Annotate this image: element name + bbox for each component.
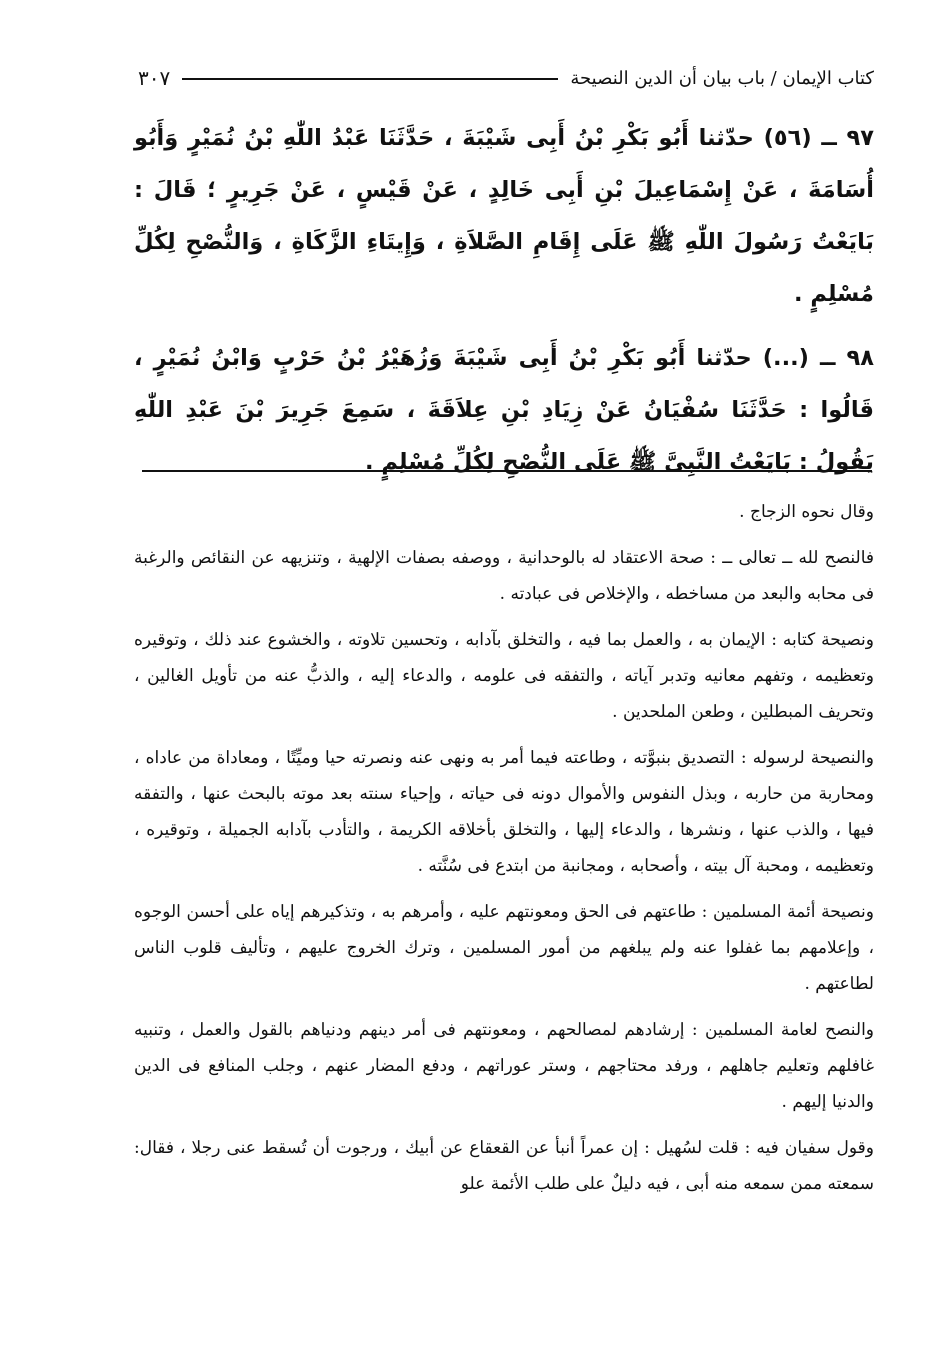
hadith-98: ٩٨ ــ (...) حدّثنا أَبُو بَكْرِ بْنُ أَبِى شَيْبَةَ وَزُهَيْرُ بْنُ حَرْبٍ وَابْنُ نُمَيْرٍ ، قَالُوا : حَدَّثَنَا سُفْيَانُ عَنْ زِيَادِ بْنِ عِلاَقَةَ ، سَمِعَ جَرِيرَ بْنَ عَبْدِ اللّٰهِ يَقُولُ : بَايَعْتُ النَّبِىَّ ﷺ عَلَى النُّصْحِ لِكُلِّ مُسْلِمٍ . xyxy=(134,345,874,475)
commentary-section xyxy=(134,494,874,1212)
commentary-paragraph: والنصح لعامة المسلمين : إرشادهم لمصالحهم ، ومعونتهم فى أمر دينهم ودنياهم بالقول والعمل ، وتنبيه غافلهم وتعليم جاهلهم ، ورفد محتاجهم ، وستر عوراتهم ، ودفع المضار عنهم ، وجلب المنافع فى الدين والدنيا إليهم . xyxy=(134,1020,874,1112)
page-header xyxy=(138,62,874,94)
commentary-paragraph: والنصيحة لرسوله : التصديق بنبوَّته ، وطاعته فيما أمر به ونهى عنه ونصرته حيا وميِّتًا ، ومعاداة من عاداه ، ومحاربة من حاربه ، وبذل النفوس والأموال دونه فى حياته ، وإحياء سنته بعد موته بالبحث عنها ، والتفقه فيها ، والذب عنها ، ونشرها ، والدعاء إليها ، والتخلق بأخلاقه الكريمة ، والتأدب بآدابه الجميلة ، وتوقيره ، وتعظيمه ، ومحبة آل بيته ، وأصحابه ، ومجانبة من ابتدع فى سُنَّته . xyxy=(134,748,874,876)
commentary-paragraph: ونصيحة كتابه : الإيمان به ، والعمل بما فيه ، والتخلق بآدابه ، وتحسين تلاوته ، والخشوع عند ذلك ، وتوقيره وتعظيمه ، وتفهم معانيه وتدبر آياته ، والتفقه فى علومه ، والدعاء إليه ، والذبُّ عنه من تأويل الغالين ، وتحريف المبطلين ، وطعن الملحدين . xyxy=(134,630,874,722)
commentary-paragraph: فالنصح لله ــ تعالى ــ : صحة الاعتقاد له بالوحدانية ، ووصفه بصفات الإلهية ، وتنزيهه عن النقائص والرغبة فى محابه والبعد من مساخطه ، والإخلاص فى عبادته . xyxy=(134,548,874,604)
commentary-paragraph: وقول سفيان فيه : قلت لسُهيل : إن عمراً أنبأ عن القعقاع عن أبيك ، ورجوت أن تُسقط عنى رجلا ، فقال: سمعته ممن سمعه منه أبى ، فيه دليلٌ على طلب الأئمة علو xyxy=(134,1138,874,1194)
commentary-paragraph: وقال نحوه الزجاج . xyxy=(739,502,874,522)
page-number: ٣٠٧ xyxy=(138,66,171,90)
hadith-97: ٩٧ ــ (٥٦) حدّثنا أَبُو بَكْرِ بْنُ أَبِى شَيْبَةَ ، حَدَّثَنَا عَبْدُ اللّٰهِ بْنُ نُمَيْرٍ وَأَبُو أُسَامَةَ ، عَنْ إِسْمَاعِيلَ بْنِ أَبِى خَالِدٍ ، عَنْ قَيْسٍ ، عَنْ جَرِيرٍ ؛ قَالَ : بَايَعْتُ رَسُولَ اللّٰهِ ﷺ عَلَى إِقَامِ الصَّلاَةِ ، وَإِيتَاءِ الزَّكَاةِ ، وَالنُّصْحِ لِكُلِّ مُسْلِمٍ . xyxy=(134,125,875,307)
hadith-section xyxy=(134,112,874,500)
footnote-divider xyxy=(142,470,872,472)
commentary-paragraph: ونصيحة أئمة المسلمين : طاعتهم فى الحق ومعونتهم عليه ، وأمرهم به ، وتذكيرهم إياه على أحسن الوجوه ، وإعلامهم بما غفلوا عنه ولم يبلغهم من أمور المسلمين ، وترك الخروج عليهم ، وتأليف قلوب الناس لطاعتهم . xyxy=(134,902,874,994)
running-title: كتاب الإيمان / باب بيان أن الدين النصيحة xyxy=(570,67,874,89)
header-rule xyxy=(182,78,558,80)
